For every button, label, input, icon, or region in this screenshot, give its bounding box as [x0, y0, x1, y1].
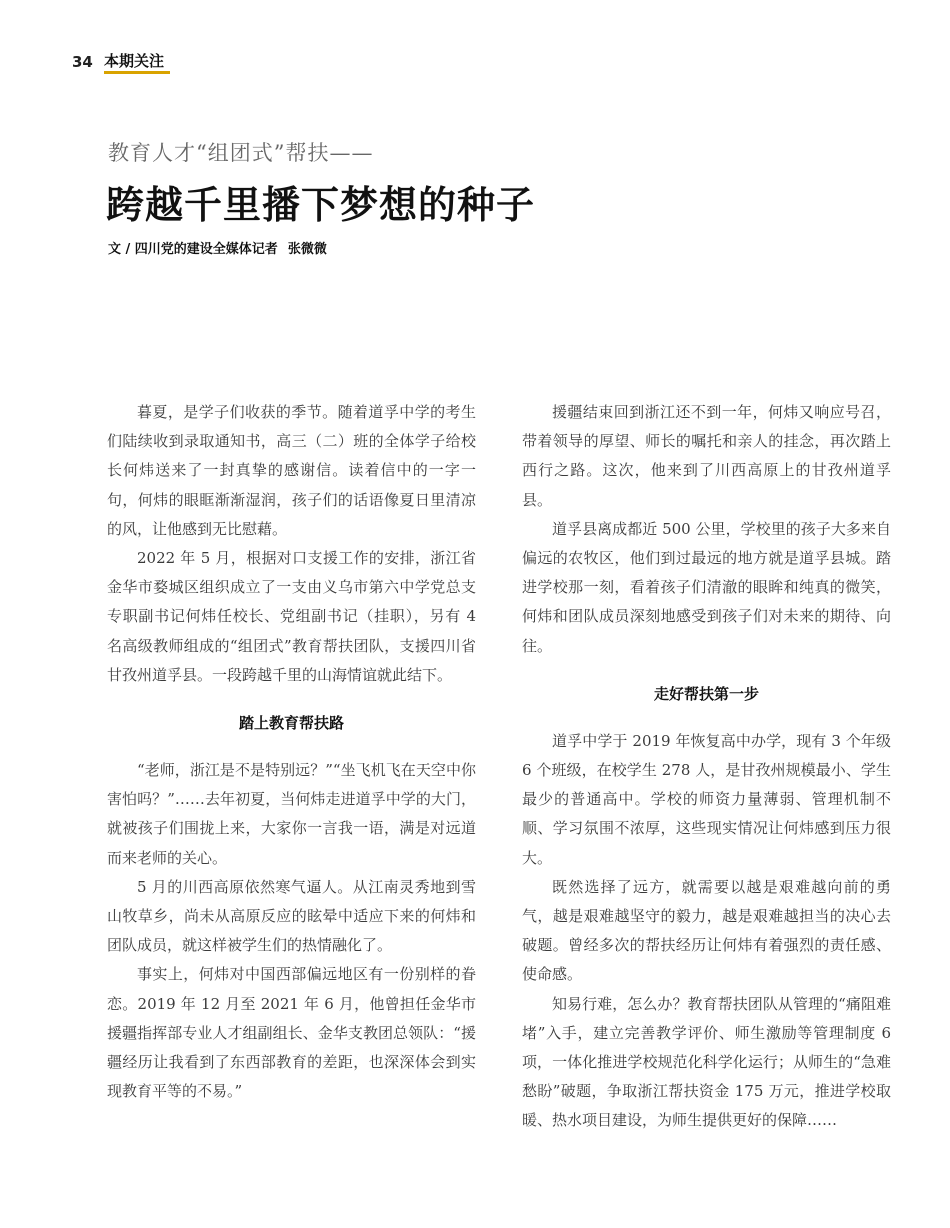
article-byline	[108, 238, 327, 257]
paragraph: “老师，浙江是不是特别远？”“坐飞机飞在天空中你害怕吗？”……去年初夏，当何炜走进道孚中学的大门，就被孩子们围拢上来，大家你一言我一语，满是对远道而来老师的关心。	[107, 761, 476, 867]
right-column	[522, 398, 891, 1136]
subheading: 踏上教育帮扶路	[238, 714, 344, 733]
paragraph: 事实上，何炜对中国西部偏远地区有一份别样的眷恋。2019 年 12 月至 2021 年 6 月，他曾担任金华市援疆指挥部专业人才组副组长、金华支教团总领队：“援疆经历让我看到了东西部教育的差距，也深深体会到实现教育平等的不易。”	[107, 965, 476, 1101]
paragraph: 2022 年 5 月，根据对口支援工作的安排，浙江省金华市婺城区组织成立了一支由义乌市第六中学党总支专职副书记何炜任校长、党组副书记（挂职），另有 4 名高级教师组成的“组团式”教育帮扶团队，支援四川省甘孜州道孚县。一段跨越千里的山海情谊就此结下。	[107, 549, 476, 684]
paragraph: 暮夏，是学子们收获的季节。随着道孚中学的考生们陆续收到录取通知书，高三（二）班的全体学子给校长何炜送来了一封真挚的感谢信。读着信中的一字一句，何炜的眼眶渐渐湿润，孩子们的话语像夏日里清凉的风，让他感到无比慰藉。	[107, 403, 476, 538]
paragraph: 道孚县离成都近 500 公里，学校里的孩子大多来自偏远的农牧区，他们到过最远的地方就是道孚县城。踏进学校那一刻，看着孩子们清澈的眼眸和纯真的微笑，何炜和团队成员深刻地感受到孩子们对未来的期待、向往。	[522, 519, 891, 655]
paragraph: 知易行难，怎么办？教育帮扶团队从管理的“痛阻难堵”入手，建立完善教学评价、师生激励等管理制度 6 项，一体化推进学校规范化科学化运行；从师生的“急难愁盼”破题，争取浙江帮扶资金 175 万元，推进学校取暖、热水项目建设，为师生提供更好的保障……	[522, 994, 891, 1130]
left-column	[107, 398, 476, 1106]
article-kicker: 教育人才“组团式”帮扶——	[108, 141, 374, 165]
section-label: 本期关注	[104, 52, 165, 70]
page-number: 34	[72, 53, 93, 71]
article-title: 跨越千里播下梦想的种子	[106, 183, 536, 227]
paragraph: 既然选择了远方，就需要以越是艰难越向前的勇气，越是艰难越坚守的毅力，越是艰难越担当的决心去破题。曾经多次的帮扶经历让何炜有着强烈的责任感、使命感。	[522, 877, 891, 984]
paragraph: 道孚中学于 2019 年恢复高中办学，现有 3 个年级 6 个班级，在校学生 278 人，是甘孜州规模最小、学生最少的普通高中。学校的师资力量薄弱、管理机制不顺、学习氛围不浓厚，这些现实情况让何炜感到压力很大。	[522, 731, 891, 867]
paragraph: 5 月的川西高原依然寒气逼人。从江南灵秀地到雪山牧草乡，尚未从高原反应的眩晕中适应下来的何炜和团队成员，就这样被学生们的热情融化了。	[107, 877, 476, 955]
section-underline	[104, 71, 170, 74]
author-name: 张微微	[287, 242, 327, 257]
subheading: 走好帮扶第一步	[653, 684, 759, 703]
byline-source: 文 / 四川党的建设全媒体记者	[108, 242, 278, 257]
paragraph: 援疆结束回到浙江还不到一年，何炜又响应号召，带着领导的厚望、师长的嘱托和亲人的挂念，再次踏上西行之路。这次，他来到了川西高原上的甘孜州道孚县。	[522, 403, 891, 509]
